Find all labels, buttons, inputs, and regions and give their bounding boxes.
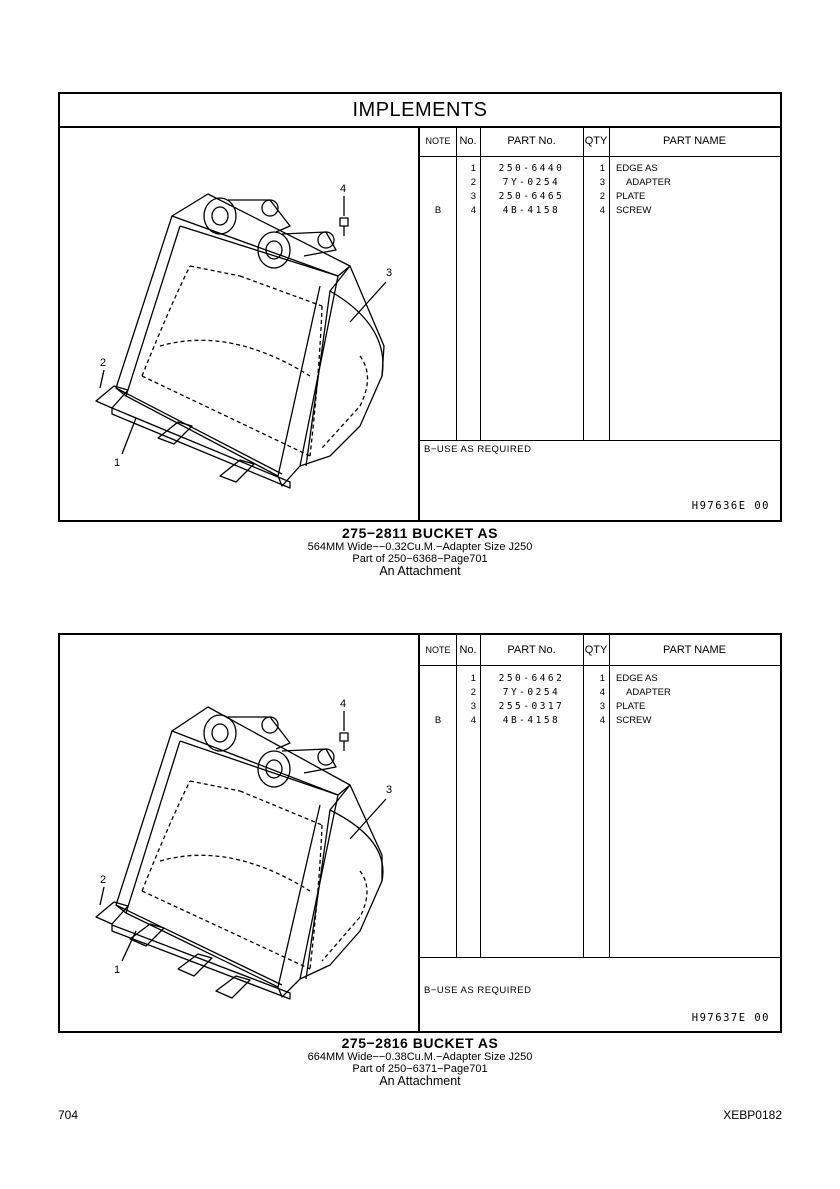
page-title: IMPLEMENTS bbox=[60, 94, 780, 128]
callout-2: 2 bbox=[100, 357, 107, 369]
callout-3: 3 bbox=[386, 784, 393, 796]
row-part-name: ADAPTER bbox=[626, 177, 671, 188]
row-no: 1 bbox=[470, 673, 476, 684]
row-part-name: PLATE bbox=[616, 191, 646, 202]
table-header bbox=[420, 126, 780, 157]
bucket-drawing-1 bbox=[60, 126, 418, 522]
header-part-name: PART NAME bbox=[663, 135, 726, 147]
table-row bbox=[420, 672, 780, 686]
row-part-name: SCREW bbox=[616, 715, 652, 726]
row-part-no: 250-6462 bbox=[498, 673, 565, 684]
header-qty: QTY bbox=[584, 644, 608, 656]
row-part-no: 7Y-0254 bbox=[502, 687, 561, 698]
reference-code: H97636E 00 bbox=[691, 500, 770, 512]
assembly-parent: Part of 250−6368−Page701 bbox=[352, 553, 488, 565]
row-no: 1 bbox=[470, 163, 476, 174]
assembly-title: 275−2811 BUCKET AS bbox=[342, 525, 498, 541]
row-no: 3 bbox=[470, 701, 476, 712]
row-no: 3 bbox=[470, 191, 476, 202]
row-part-name: ADAPTER bbox=[626, 687, 671, 698]
assembly-type: An Attachment bbox=[379, 564, 461, 578]
row-qty: 2 bbox=[599, 191, 605, 202]
table-row bbox=[420, 176, 780, 190]
assembly-type: An Attachment bbox=[379, 1074, 461, 1088]
row-part-name: EDGE AS bbox=[616, 163, 658, 174]
caption-2 bbox=[0, 1035, 840, 1088]
header-part-name: PART NAME bbox=[663, 644, 726, 656]
assembly-title: 275−2816 BUCKET AS bbox=[341, 1035, 499, 1051]
row-qty: 4 bbox=[599, 205, 605, 216]
table-row bbox=[420, 714, 780, 728]
parts-panel-2 bbox=[58, 633, 782, 1033]
table-row bbox=[420, 700, 780, 714]
row-qty: 3 bbox=[599, 177, 605, 188]
bucket-drawing-2 bbox=[60, 635, 418, 1031]
row-qty: 4 bbox=[599, 687, 605, 698]
row-qty: 1 bbox=[599, 163, 605, 174]
callout-4: 4 bbox=[340, 698, 347, 710]
header-note: NOTE bbox=[425, 645, 451, 655]
header-qty: QTY bbox=[584, 135, 608, 147]
parts-table-2 bbox=[420, 635, 780, 958]
parts-panel-1 bbox=[58, 92, 782, 522]
table-row bbox=[420, 162, 780, 176]
row-part-name: SCREW bbox=[616, 205, 652, 216]
table-row bbox=[420, 190, 780, 204]
row-no: 2 bbox=[470, 687, 476, 698]
bucket-illustration-2 bbox=[60, 635, 420, 1031]
usage-note: B−USE AS REQUIRED bbox=[424, 985, 532, 996]
header-note: NOTE bbox=[425, 136, 451, 146]
row-qty: 1 bbox=[599, 673, 605, 684]
row-part-no: 255-0317 bbox=[498, 701, 565, 712]
callout-1: 1 bbox=[114, 964, 121, 976]
table-row bbox=[420, 686, 780, 700]
header-part-no: PART No. bbox=[507, 644, 556, 656]
row-qty: 3 bbox=[599, 701, 605, 712]
header-no: No. bbox=[459, 644, 477, 656]
row-note: B bbox=[434, 205, 442, 216]
row-no: 4 bbox=[470, 205, 476, 216]
row-part-no: 4B-4158 bbox=[502, 715, 561, 726]
callout-2: 2 bbox=[100, 874, 107, 886]
row-part-name: EDGE AS bbox=[616, 673, 658, 684]
row-part-no: 4B-4158 bbox=[502, 205, 561, 216]
header-no: No. bbox=[459, 135, 477, 147]
table-header bbox=[420, 635, 780, 666]
row-qty: 4 bbox=[599, 715, 605, 726]
parts-table-1 bbox=[420, 126, 780, 441]
parts-list-2 bbox=[420, 635, 780, 1031]
caption-1 bbox=[0, 525, 840, 578]
page-number: 704 bbox=[58, 1108, 79, 1122]
row-part-name: PLATE bbox=[616, 701, 646, 712]
header-part-no: PART No. bbox=[507, 135, 556, 147]
bucket-illustration-1 bbox=[60, 126, 420, 520]
row-part-no: 250-6465 bbox=[498, 191, 565, 202]
row-no: 4 bbox=[470, 715, 476, 726]
reference-code: H97637E 00 bbox=[691, 1012, 770, 1024]
row-note: B bbox=[434, 715, 442, 726]
document-code: XEBP0182 bbox=[723, 1108, 782, 1122]
callout-3: 3 bbox=[386, 267, 393, 279]
assembly-parent: Part of 250−6371−Page701 bbox=[352, 1063, 488, 1075]
table-row bbox=[420, 204, 780, 218]
parts-list-1 bbox=[420, 126, 780, 520]
assembly-spec: 564MM Wide−−0.32Cu.M.−Adapter Size J250 bbox=[307, 541, 533, 553]
assembly-spec: 664MM Wide−−0.38Cu.M.−Adapter Size J250 bbox=[307, 1051, 533, 1063]
row-part-no: 7Y-0254 bbox=[502, 177, 561, 188]
row-no: 2 bbox=[470, 177, 476, 188]
callout-1: 1 bbox=[114, 457, 121, 469]
usage-note: B−USE AS REQUIRED bbox=[424, 444, 532, 455]
callout-4: 4 bbox=[340, 183, 347, 195]
row-part-no: 250-6440 bbox=[498, 163, 565, 174]
